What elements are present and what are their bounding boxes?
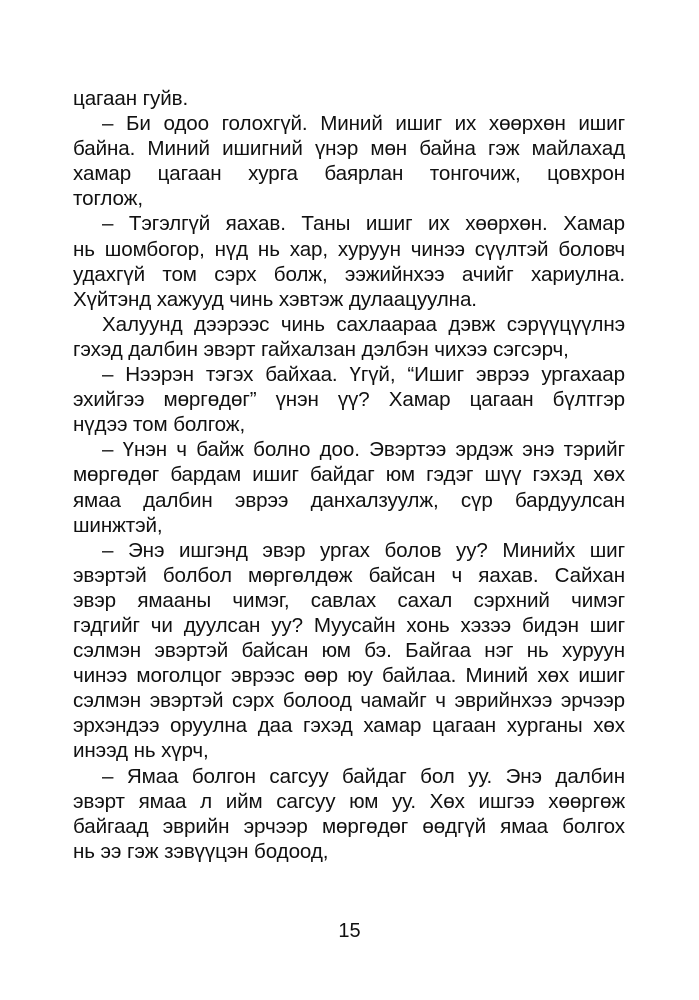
text-line: эвэрт ямаа л ийм сагсуу юм уу. Хөх ишгээ хөөргөж <box>73 789 625 813</box>
text-line: Халуунд дээрээс чинь сахлаараа дэвж сэрүүцүүлнэ <box>102 312 625 336</box>
text-line: хамар цагаан хурга баярлан тонгочиж, цовхрон <box>73 162 625 186</box>
text-line: инээд нь хүрч, <box>73 739 209 763</box>
text-line: – Ямаа болгон сагсуу байдаг бол уу. Энэ далбин <box>102 764 625 788</box>
text-line: эвэртэй болбол мөргөлдөж байсан ч яахав. Сайхан <box>73 563 625 587</box>
text-line: байна. Миний ишигний үнэр мөн байна гэж майлахад <box>73 137 625 161</box>
text-line: – Би одоо голохгүй. Миний ишиг их хөөрхөн ишиг <box>102 112 625 136</box>
text-line: – Тэгэлгүй яахав. Таны ишиг их хөөрхөн. Хамар <box>102 212 625 236</box>
text-line: гэдгийг чи дуулсан уу? Муусайн хонь хэзээ бидэн шиг <box>73 613 625 637</box>
text-line: тоглож, <box>73 187 143 211</box>
text-line: удахгүй том сэрх болж, ээжийнхээ ачийг хариулна. <box>73 262 625 286</box>
text-line: эрхэндээ оруулна даа гэхэд хамар цагаан хурганы хөх <box>73 714 625 738</box>
text-line: ямаа далбин эврээ данхалзуулж, сүр бардуулсан <box>73 488 625 512</box>
text-line: мөргөдөг бардам ишиг байдаг юм гэдэг шүү гэхэд хөх <box>73 463 625 487</box>
page-body <box>73 86 625 864</box>
text-line: эвэр ямааны чимэг, савлах сахал сэрхний чимэг <box>73 588 625 612</box>
text-line: сэлмэн эвэртэй байсан юм бэ. Байгаа нэг нь хуруун <box>73 639 625 663</box>
text-line: – Үнэн ч байж болно доо. Эвэртээ эрдэж энэ тэрийг <box>102 438 625 462</box>
text-line: – Энэ ишгэнд эвэр ургах болов уу? Минийх шиг <box>102 538 625 562</box>
text-line: нь ээ гэж зэвүүцэн бодоод, <box>73 839 329 863</box>
text-line: нүдээ том болгож, <box>73 413 246 437</box>
text-line: Хүйтэнд хажууд чинь хэвтэж дулаацуулна. <box>73 287 477 311</box>
text-line: байгаад эврийн эрчээр мөргөдөг өөдгүй ямаа болгох <box>73 814 625 838</box>
text-line: – Нээрэн тэгэх байхаа. Үгүй, “Ишиг эврээ ургахаар <box>102 363 625 387</box>
page-number: 15 <box>338 920 361 942</box>
text-line: нь шомбогор, нүд нь хар, хуруун чинээ сүүлтэй боловч <box>73 237 625 261</box>
text-line: чинээ моголцог эврээс өөр юу байлаа. Миний хөх ишиг <box>73 664 625 688</box>
text-line: гэхэд далбин эвэрт гайхалзан дэлбэн чихээ сэгсэрч, <box>73 337 569 361</box>
text-line: эхийгээ мөргөдөг” үнэн үү? Хамар цагаан бүлтгэр <box>73 388 625 412</box>
text-line: цагаан гуйв. <box>73 87 189 110</box>
text-line: шинжтэй, <box>73 513 163 537</box>
text-line: сэлмэн эвэртэй сэрх болоод чамайг ч эврийнхээ эрчээр <box>73 689 625 713</box>
